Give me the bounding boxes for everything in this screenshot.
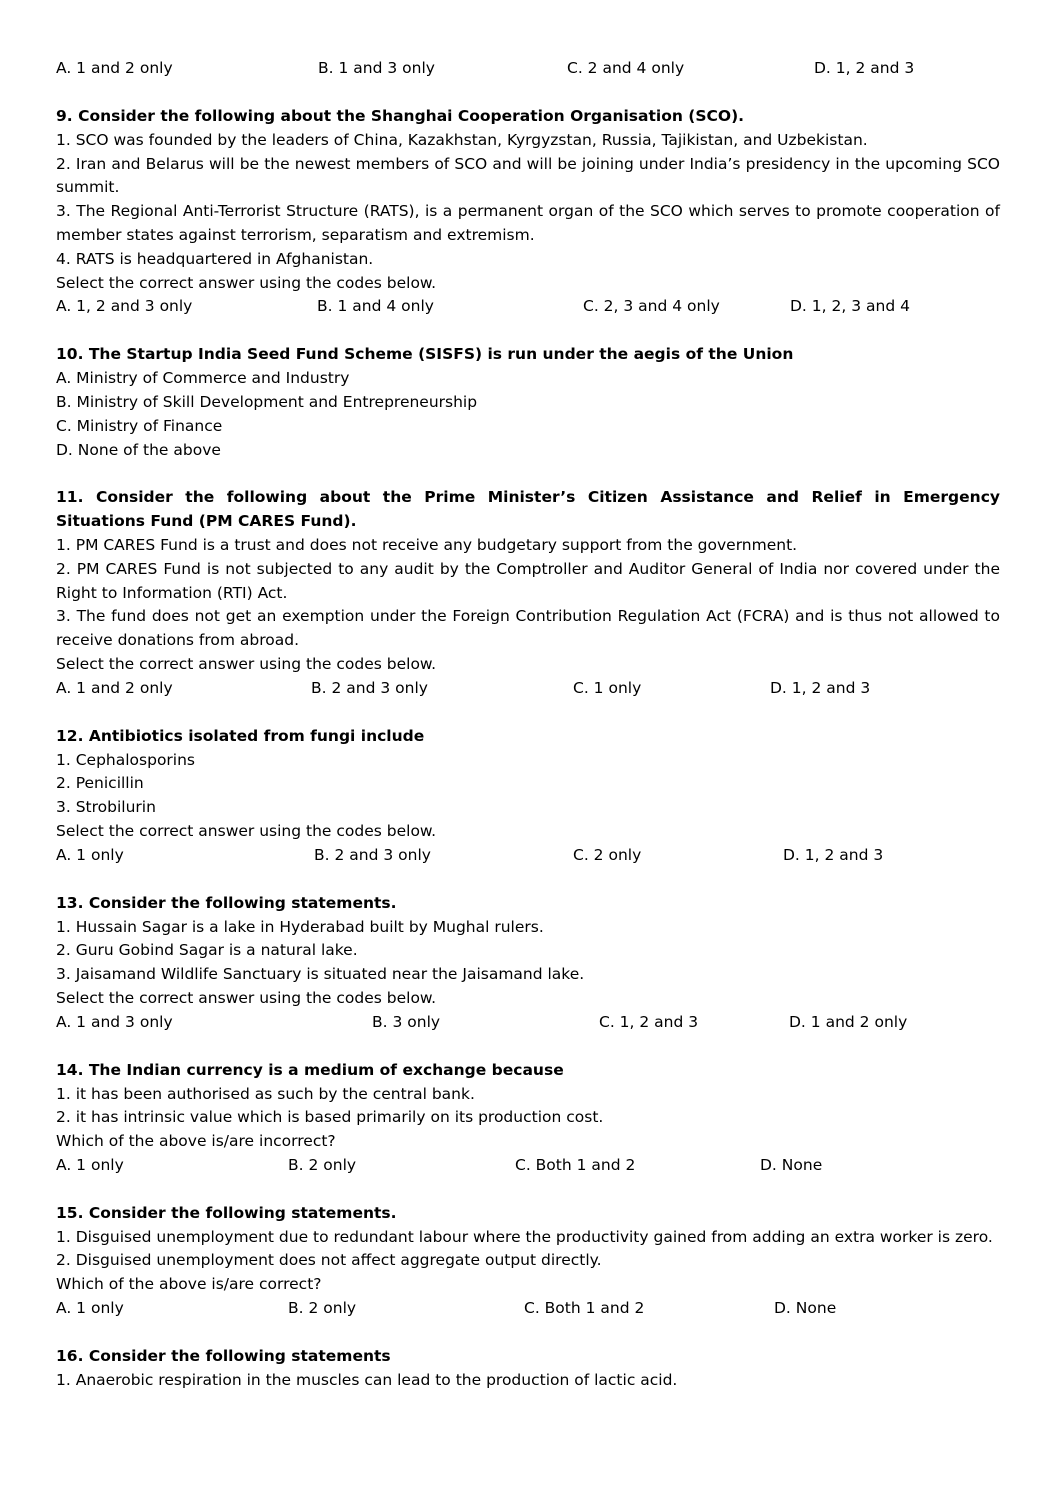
question-title: 11. Consider the following about the Prime Minister’s Citizen Assistance and Relief in Emergency Situations Fund (PM CARES Fund). [56,488,1000,531]
option-a: A. 1 and 2 only [56,59,173,77]
option-a: A. 1 only [56,1299,124,1318]
statement-2: 2. Disguised unemployment does not affect aggregate output directly. [56,1251,602,1270]
option-d: D. None of the above [56,440,221,459]
statement-1: 1. Anaerobic respiration in the muscles can lead to the production of lactic acid. [56,1370,678,1389]
question-15 [56,1202,1000,1321]
statement-2: 2. it has intrinsic value which is based primarily on its production cost. [56,1108,604,1127]
question-14 [56,1059,1000,1178]
statement-2: 2. Penicillin [56,774,144,793]
answer-prompt: Select the correct answer using the codes below. [56,654,437,673]
option-b: B. 2 only [288,1299,357,1318]
answer-prompt: Select the correct answer using the codes below. [56,988,437,1007]
option-c: C. 1 only [573,678,642,697]
question-title: 15. Consider the following statements. [56,1203,397,1222]
answer-options [56,677,1000,701]
statement-2: 2. PM CARES Fund is not subjected to any audit by the Comptroller and Auditor General of India nor covered under the Right to Information (RTI) Act. [56,559,1000,602]
option-a: A. Ministry of Commerce and Industry [56,369,350,388]
option-a: A. 1, 2 and 3 only [56,297,193,316]
statement-1: 1. it has been authorised as such by the central bank. [56,1084,475,1103]
option-c: C. 2, 3 and 4 only [583,297,720,316]
option-a: A. 1 only [56,845,124,864]
question-13 [56,892,1000,1035]
question-title: 12. Antibiotics isolated from fungi include [56,726,425,745]
option-b: B. 1 and 3 only [318,59,435,77]
answer-prompt: Which of the above is/are incorrect? [56,1132,336,1151]
option-b: B. 2 only [288,1155,357,1174]
statement-1: 1. PM CARES Fund is a trust and does not receive any budgetary support from the government. [56,535,798,554]
q8-options [56,57,1000,81]
statement-1: 1. Cephalosporins [56,750,196,769]
question-title: 9. Consider the following about the Shanghai Cooperation Organisation (SCO). [56,107,745,125]
option-d: D. 1, 2 and 3 [814,59,915,77]
option-c: C. Both 1 and 2 [524,1299,645,1318]
option-b: B. 1 and 4 only [317,297,434,316]
statement-3: 3. The fund does not get an exemption under the Foreign Contribution Regulation Act (FCRA) and is thus not allowed to receive donations from abroad. [56,607,1000,650]
answer-prompt: Select the correct answer using the codes below. [56,273,437,292]
option-b: B. 3 only [372,1012,441,1031]
statement-3: 3. The Regional Anti-Terrorist Structure (RATS), is a permanent organ of the SCO which serves to promote cooperation of member states against terrorism, separatism and extremism. [56,202,1000,244]
option-d: D. None [760,1155,823,1174]
option-a: A. 1 only [56,1155,124,1174]
statement-3: 3. Strobilurin [56,798,156,817]
option-a: A. 1 and 3 only [56,1012,173,1031]
statement-2: 2. Iran and Belarus will be the newest members of SCO and will be joining under India’s presidency in the upcoming SCO summit. [56,154,1000,197]
option-d: D. 1, 2 and 3 [783,845,884,864]
option-d: D. 1, 2 and 3 [770,678,871,697]
answer-options [56,295,1000,319]
question-10 [56,343,1000,462]
answer-prompt: Select the correct answer using the codes below. [56,821,437,840]
statement-1: 1. Disguised unemployment due to redundant labour where the productivity gained from adding an extra worker is zero. [56,1227,993,1246]
option-d: D. 1 and 2 only [789,1012,908,1031]
answer-options [56,844,1000,868]
answer-options [56,1011,1000,1035]
option-c: C. 1, 2 and 3 [599,1012,699,1031]
option-d: D. None [774,1299,837,1318]
statement-3: 3. Jaisamand Wildlife Sanctuary is situated near the Jaisamand lake. [56,965,585,984]
statement-4: 4. RATS is headquartered in Afghanistan. [56,249,374,268]
question-11 [56,486,1000,700]
answer-options [56,1154,1000,1178]
statement-2: 2. Guru Gobind Sagar is a natural lake. [56,941,358,960]
option-b: B. 2 and 3 only [311,678,428,697]
option-c: C. 2 only [573,845,642,864]
statement-1: 1. SCO was founded by the leaders of China, Kazakhstan, Kyrgyzstan, Russia, Tajikistan, and Uzbekistan. [56,130,868,149]
answer-options [56,1297,1000,1321]
question-title: 14. The Indian currency is a medium of exchange because [56,1060,564,1079]
option-b: B. 2 and 3 only [314,845,431,864]
question-16 [56,1345,1000,1393]
option-c: C. Both 1 and 2 [515,1155,636,1174]
option-b: B. Ministry of Skill Development and Entrepreneurship [56,392,478,411]
option-c: C. Ministry of Finance [56,416,223,435]
question-title: 16. Consider the following statements [56,1347,391,1366]
statement-1: 1. Hussain Sagar is a lake in Hyderabad built by Mughal rulers. [56,917,544,936]
option-a: A. 1 and 2 only [56,678,173,697]
question-title: 10. The Startup India Seed Fund Scheme (SISFS) is run under the aegis of the Union [56,345,794,364]
option-d: D. 1, 2, 3 and 4 [790,297,910,316]
answer-prompt: Which of the above is/are correct? [56,1275,322,1294]
question-12 [56,725,1000,868]
question-9 [56,105,1000,319]
question-title: 13. Consider the following statements. [56,893,397,912]
question-paper-page [56,57,1000,1393]
option-c: C. 2 and 4 only [567,59,685,77]
